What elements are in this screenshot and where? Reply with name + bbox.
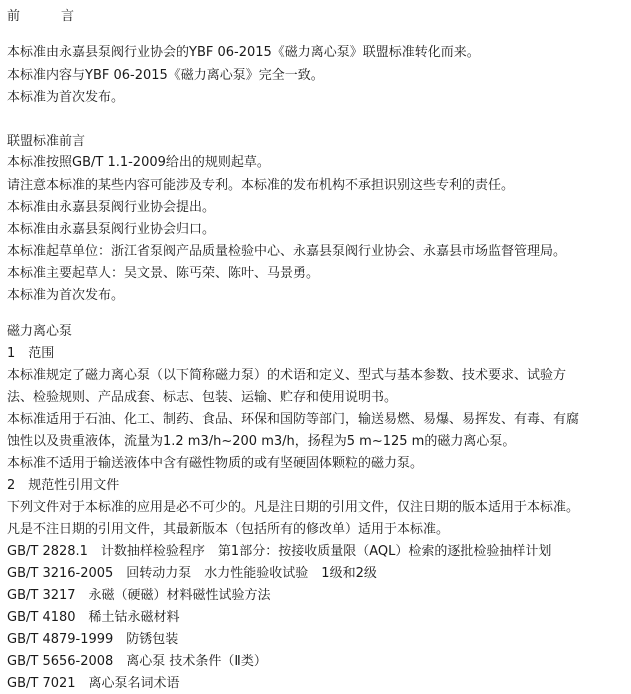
document-title: 磁力离心泵	[7, 324, 73, 339]
foreword-heading: 前 言	[7, 9, 89, 24]
scope-heading: 1 范围	[7, 346, 55, 361]
alliance-foreword-line: 请注意本标准的某些内容可能涉及专利。本标准的发布机构不承担识别这些专利的责任。	[7, 178, 515, 193]
alliance-foreword-line: 本标准按照GB/T 1.1-2009给出的规则起草。	[7, 155, 270, 170]
reference-item: GB/T 3216-2005 回转动力泵 水力性能验收试验 1级和2级	[7, 566, 377, 581]
alliance-foreword-line: 本标准主要起草人：吴文景、陈丐荣、陈叶、马景勇。	[7, 266, 320, 281]
scope-line: 本标准规定了磁力离心泵（以下简称磁力泵）的术语和定义、型式与基本参数、技术要求、试验方	[7, 368, 567, 383]
normative-line: 凡是不注日期的引用文件，其最新版本（包括所有的修改单）适用于本标准。	[7, 522, 450, 537]
alliance-foreword-line: 本标准起草单位：浙江省泵阀产品质量检验中心、永嘉县泵阀行业协会、永嘉县市场监督管理局。	[7, 244, 567, 259]
foreword-line: 本标准由永嘉县泵阀行业协会的YBF 06-2015《磁力离心泵》联盟标准转化而来。	[7, 45, 480, 60]
reference-item: GB/T 7021 离心泵名词术语	[7, 676, 180, 691]
alliance-foreword-line: 本标准由永嘉县泵阀行业协会归口。	[7, 222, 216, 237]
foreword-line: 本标准内容与YBF 06-2015《磁力离心泵》完全一致。	[7, 68, 324, 83]
scope-line: 本标准不适用于输送液体中含有磁性物质的或有坚硬固体颗粒的磁力泵。	[7, 456, 424, 471]
reference-item: GB/T 2828.1 计数抽样检验程序 第1部分：按接收质量限（AQL）检索的逐批检验抽样计划	[7, 544, 552, 559]
scope-line: 法、检验规则、产品成套、标志、包装、运输、贮存和使用说明书。	[7, 390, 398, 405]
normative-line: 下列文件对于本标准的应用是必不可少的。凡是注日期的引用文件，仅注日期的版本适用于本标准。	[7, 500, 580, 515]
foreword-line: 本标准为首次发布。	[7, 90, 125, 105]
reference-item: GB/T 5656-2008 离心泵 技术条件（Ⅱ类）	[7, 654, 267, 669]
reference-item: GB/T 4180 稀土钴永磁材料	[7, 610, 180, 625]
reference-item: GB/T 3217 永磁（硬磁）材料磁性试验方法	[7, 588, 271, 603]
alliance-foreword-line: 本标准由永嘉县泵阀行业协会提出。	[7, 200, 216, 215]
scope-line: 蚀性以及贵重液体，流量为1.2 m3/h~200 m3/h，扬程为5 m~125 m的磁力离心泵。	[7, 434, 516, 449]
alliance-foreword-line: 本标准为首次发布。	[7, 288, 125, 303]
reference-item: GB/T 4879-1999 防锈包装	[7, 632, 179, 647]
scope-line: 本标准适用于石油、化工、制药、食品、环保和国防等部门，输送易燃、易爆、易挥发、有毒、有腐	[7, 412, 580, 427]
alliance-foreword-heading: 联盟标准前言	[7, 134, 86, 149]
normative-heading: 2 规范性引用文件	[7, 478, 120, 493]
